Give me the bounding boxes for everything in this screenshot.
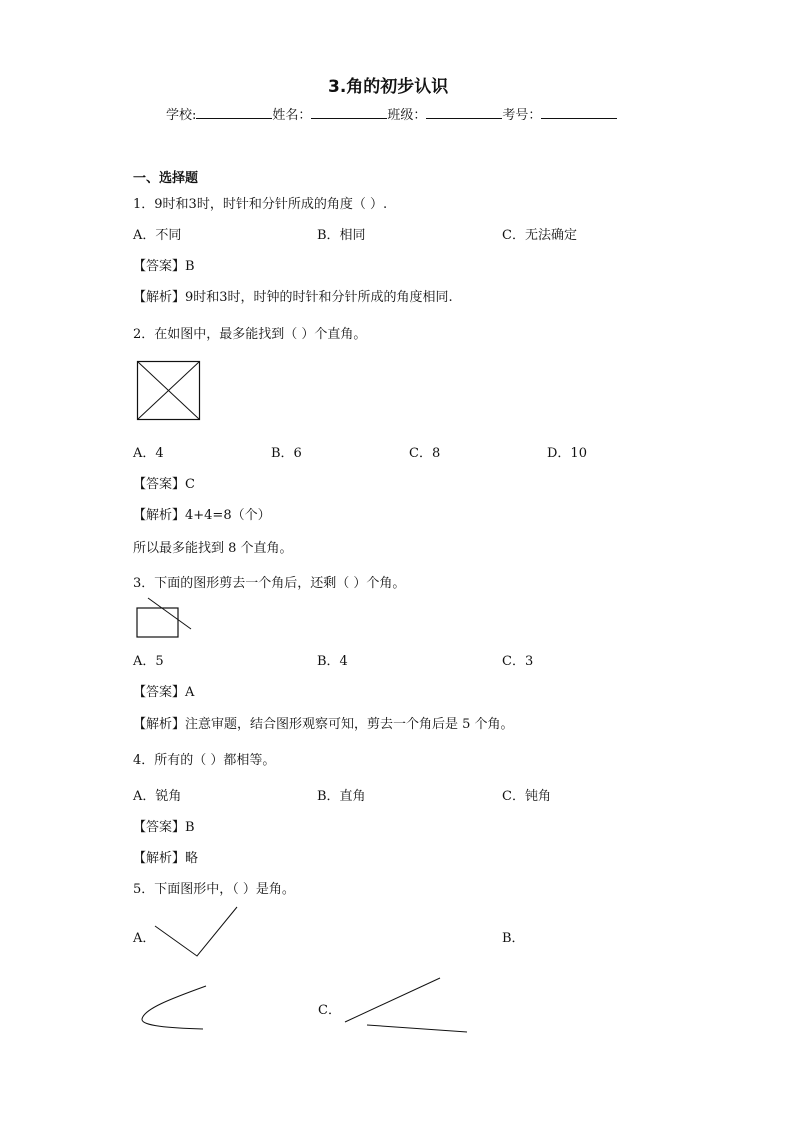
option-a-angle-figure — [154, 906, 240, 958]
option-b-curved-figure — [140, 985, 210, 1031]
q2-analysis: 【解析】4+4=8（个） — [133, 508, 271, 523]
q4-option-b[interactable]: B．直角 — [317, 789, 366, 804]
header-fields — [166, 104, 617, 123]
q1-option-c[interactable]: C．无法确定 — [502, 228, 577, 243]
q4-answer: 【答案】B — [133, 820, 195, 835]
class-blank[interactable] — [426, 106, 502, 119]
q3-analysis: 【解析】注意审题，结合图形观察可知，剪去一个角后是 5 个角。 — [133, 717, 514, 732]
class-label: 班级： — [387, 108, 427, 123]
square-with-diagonals-figure — [137, 361, 201, 421]
q1-option-a[interactable]: A．不同 — [133, 228, 182, 243]
q3-option-a[interactable]: A．5 — [133, 654, 164, 669]
q2-option-a[interactable]: A．4 — [133, 446, 164, 461]
q4-stem: 4．所有的（ ）都相等。 — [133, 753, 276, 768]
exam-number-label: 考号： — [502, 108, 542, 123]
q2-option-b[interactable]: B．6 — [271, 446, 302, 461]
exam-number-blank[interactable] — [541, 106, 617, 119]
q3-option-b[interactable]: B．4 — [317, 654, 348, 669]
q2-analysis-conclusion: 所以最多能找到 8 个直角。 — [133, 541, 293, 556]
q1-analysis: 【解析】9时和3时，时钟的时针和分针所成的角度相同. — [133, 290, 453, 305]
q4-analysis: 【解析】略 — [133, 851, 199, 866]
school-label: 学校: — [166, 108, 197, 123]
page-title: 3.角的初步认识 — [328, 77, 449, 97]
q5-stem: 5．下面图形中，（ ）是角。 — [133, 882, 295, 897]
q2-option-d[interactable]: D．10 — [547, 446, 587, 461]
q2-stem: 2．在如图中，最多能找到（ ）个直角。 — [133, 327, 367, 342]
section-heading: 一、选择题 — [133, 171, 199, 186]
name-label: 姓名： — [272, 108, 312, 123]
q3-stem: 3．下面的图形剪去一个角后，还剩（ ）个角。 — [133, 576, 406, 591]
q2-answer: 【答案】C — [133, 477, 195, 492]
q5-option-a[interactable]: A． — [133, 931, 156, 946]
q4-option-c[interactable]: C．钝角 — [502, 789, 551, 804]
q1-option-b[interactable]: B．相同 — [317, 228, 366, 243]
name-blank[interactable] — [311, 106, 387, 119]
q5-option-c[interactable]: C． — [318, 1003, 341, 1018]
q1-stem: 1．9时和3时，时针和分针所成的角度（ ）. — [133, 197, 388, 212]
q3-answer: 【答案】A — [133, 685, 195, 700]
q2-option-c[interactable]: C．8 — [409, 446, 441, 461]
q5-option-b[interactable]: B． — [502, 931, 525, 946]
q3-option-c[interactable]: C．3 — [502, 654, 534, 669]
option-c-open-lines-figure — [343, 977, 469, 1034]
rectangle-with-cut-line-figure — [136, 598, 196, 640]
school-blank[interactable] — [196, 106, 272, 119]
q4-option-a[interactable]: A．锐角 — [133, 789, 182, 804]
q1-answer: 【答案】B — [133, 259, 195, 274]
